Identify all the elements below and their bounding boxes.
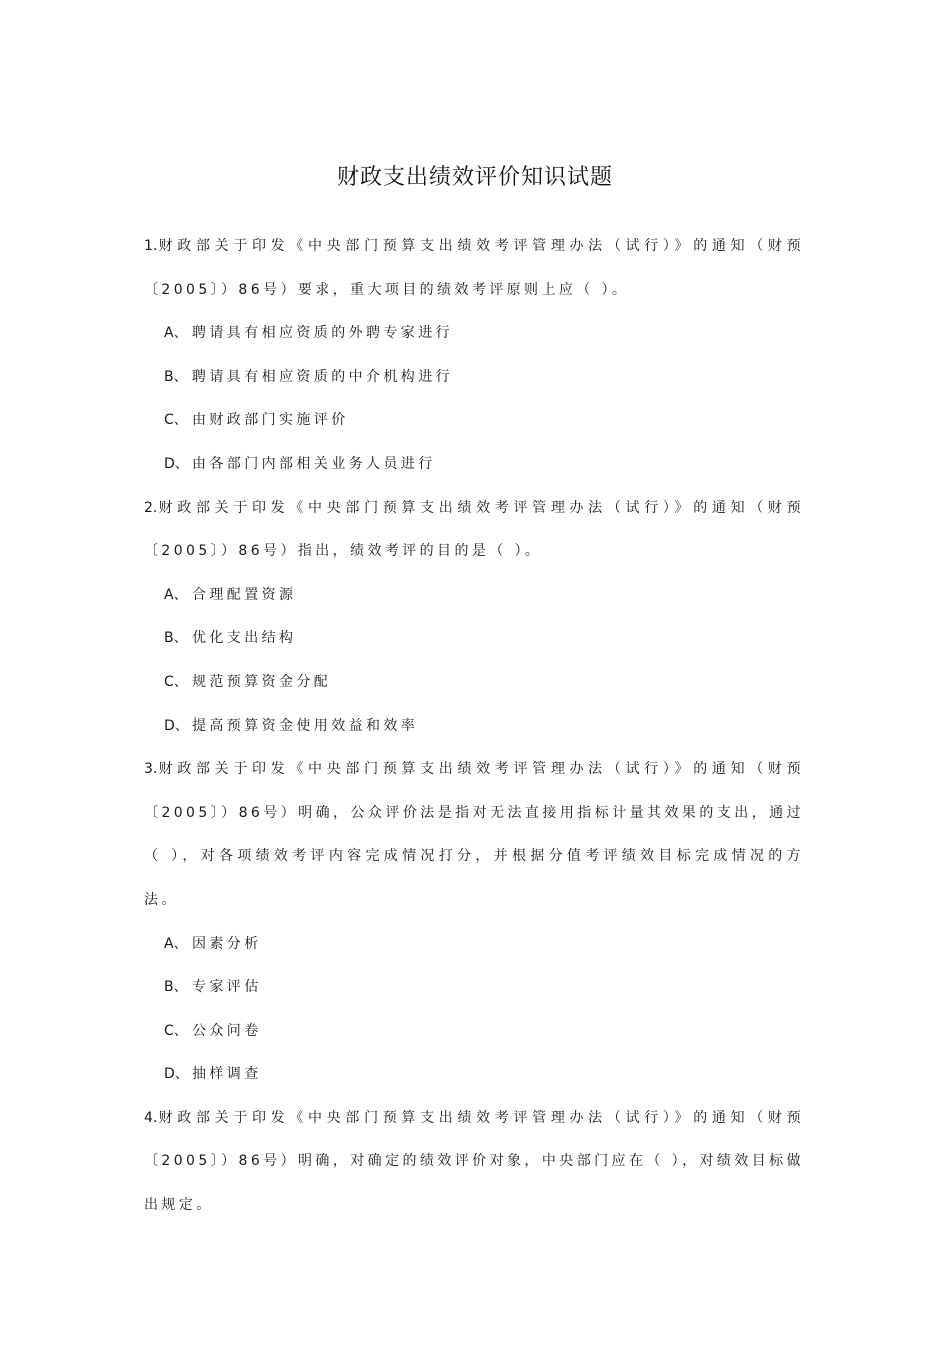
- option-label: B、: [164, 630, 188, 647]
- question-1: [144, 225, 804, 487]
- question-stem: 财政部关于印发《中央部门预算支出绩效考评管理办法（试行）》的通知（财预〔2005〕）86号）要求，重大项目的绩效考评原则上应（ ）。: [144, 238, 804, 298]
- option-text: 由各部门内部相关业务人员进行: [192, 455, 436, 472]
- question-text: [144, 225, 804, 312]
- option-a: [164, 574, 804, 618]
- option-list: [144, 923, 804, 1097]
- question-text: [144, 487, 804, 574]
- option-d: [164, 705, 804, 749]
- option-label: A、: [164, 935, 188, 952]
- option-text: 提高预算资金使用效益和效率: [192, 717, 419, 734]
- option-label: C、: [164, 1022, 188, 1039]
- option-label: B、: [164, 979, 188, 996]
- option-a: [164, 923, 804, 967]
- question-number: 4.: [144, 1109, 158, 1126]
- option-list: [144, 574, 804, 748]
- option-text: 由财政部门实施评价: [192, 412, 349, 429]
- option-label: A、: [164, 586, 188, 603]
- option-label: C、: [164, 412, 188, 429]
- question-text: [144, 1097, 804, 1228]
- option-text: 专家评估: [192, 979, 262, 996]
- option-label: A、: [164, 325, 188, 342]
- question-number: 1.: [144, 238, 158, 254]
- question-4: [144, 1097, 804, 1228]
- option-label: C、: [164, 673, 188, 690]
- option-c: [164, 1010, 804, 1054]
- document-title: 财政支出绩效评价知识试题: [336, 165, 613, 190]
- option-a: [164, 312, 804, 356]
- question-number: 3.: [144, 761, 158, 778]
- option-c: [164, 661, 804, 705]
- question-3: [144, 748, 804, 1097]
- option-list: [144, 312, 804, 486]
- question-2: [144, 487, 804, 749]
- option-b: [164, 356, 804, 400]
- option-text: 因素分析: [192, 935, 262, 952]
- option-label: D、: [164, 717, 189, 734]
- option-text: 公众问卷: [192, 1022, 262, 1039]
- option-label: B、: [164, 368, 188, 385]
- question-list: [144, 225, 804, 1228]
- option-d: [164, 443, 804, 487]
- question-number: 2.: [144, 499, 158, 516]
- option-text: 聘请具有相应资质的外聘专家进行: [192, 325, 453, 342]
- option-text: 规范预算资金分配: [192, 673, 332, 690]
- option-text: 合理配置资源: [192, 586, 297, 603]
- question-stem: 财政部关于印发《中央部门预算支出绩效考评管理办法（试行）》的通知（财预〔2005〕）86号）明确，对确定的绩效评价对象，中央部门应在（ ），对绩效目标做出规定。: [144, 1109, 804, 1214]
- option-text: 抽样调查: [192, 1066, 262, 1083]
- option-label: D、: [164, 455, 189, 472]
- question-text: [144, 748, 804, 922]
- option-d: [164, 1053, 804, 1097]
- option-label: D、: [164, 1066, 189, 1083]
- question-stem: 财政部关于印发《中央部门预算支出绩效考评管理办法（试行）》的通知（财预〔2005〕）86号）明确，公众评价法是指对无法直接用指标计量其效果的支出，通过（ ），对各项绩效考评内容完成情况打分，并根据分值考评绩效目标完成情况的方法。: [144, 761, 804, 908]
- option-b: [164, 966, 804, 1010]
- question-stem: 财政部关于印发《中央部门预算支出绩效考评管理办法（试行）》的通知（财预〔2005〕）86号）指出，绩效考评的目的是（ ）。: [144, 499, 804, 560]
- option-b: [164, 617, 804, 661]
- option-c: [164, 399, 804, 443]
- option-text: 优化支出结构: [192, 630, 297, 647]
- option-text: 聘请具有相应资质的中介机构进行: [192, 368, 453, 385]
